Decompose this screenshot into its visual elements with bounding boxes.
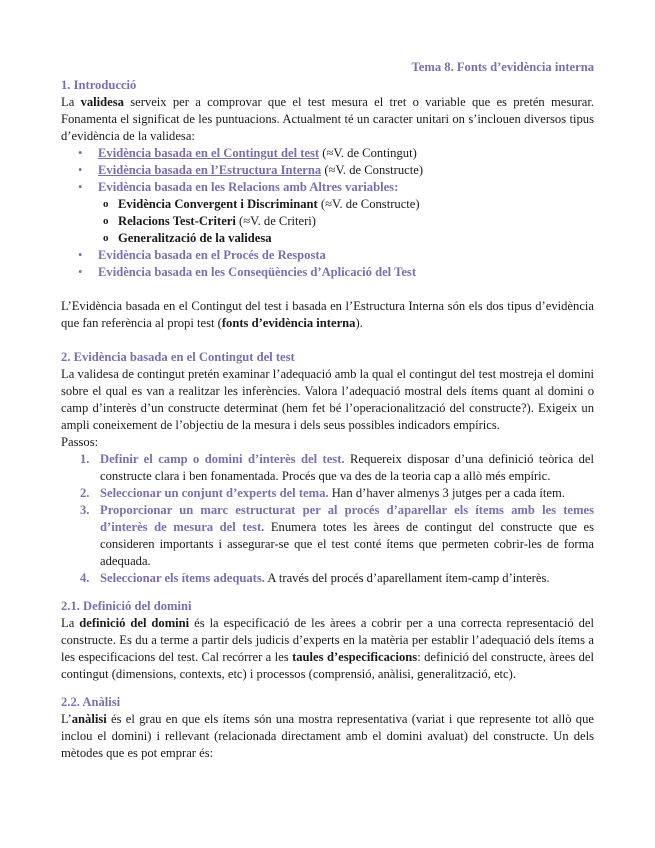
step-item: 1. Definir el camp o domini d’interès del test. Requereix disposar d’una definició teòrica del constructe clara i ben fonamentada. Procés que va des de la teoria cap a allò més empíric. (80, 452, 594, 483)
term-validesa: validesa (80, 95, 124, 109)
step-item: 2. Seleccionar un conjunt d’experts del tema. Han d’haver almenys 3 jutges per a cada ítem. (80, 486, 565, 500)
link-contingut[interactable]: Evidència basada en el Contingut del test (98, 146, 320, 160)
list-item: • Evidència basada en les Relacions amb Altres variables: o Evidència Convergent i Discriminant (≈V. de Constructe) o Relacions Test-Criteri (≈V. de Criteri) o Generalització de la validesa (98, 179, 594, 247)
document-header: Tema 8. Fonts d’evidència interna (411, 60, 594, 74)
section-heading-introduccio: 1. Introducció (61, 78, 137, 92)
internal-evidence-paragraph: L’Evidència basada en el Contingut del test i basada en l’Estructura Interna són els dos tipus d’evidència que fan referència al propi test (fonts d’evidència interna). (61, 299, 594, 330)
step-item: 4. Seleccionar els ítems adequats. A través del procés d’aparellament ítem-camp d’interès. (80, 571, 550, 585)
list-item: • Evidència basada en el Procés de Resposta (98, 247, 594, 264)
relations-sublist (98, 196, 594, 247)
list-item: • Evidència basada en el Contingut del test (≈V. de Contingut) (98, 145, 594, 162)
intro-paragraph: La validesa serveix per a comprovar que el test mesura el tret o variable que es pretén mesurar. Fonamenta el significat de les puntuacions. Actualment té un caracter unitari on s’inclouen diversos tipus d’evidència de la validesa: (61, 95, 594, 143)
analisi-paragraph: L’anàlisi és el grau en que els ítems són una mostra representativa (variat i que represente tot allò que inclou el domini) i rellevant (relacionada directament amb el domini avaluat) del constructe. Un dels mètodes que es pot emprar és: (61, 712, 594, 760)
sublist-item: o Generalització de la validesa (118, 230, 594, 247)
evidence-type-list (61, 145, 594, 281)
content-paragraph: La validesa de contingut pretén examinar l’adequació amb la qual el contingut del test mostreja el domini sobre el qual es van a realitzar les inferències. Valora l’adequació mostral dels ítems quant al domini o camp d’interès d’un constructe determinat (hem fet bé l’operacionalització del constructe?). Exigeix un ampli coneixement de l’objectiu de la mesura i dels seus possibles indicadors empírics. (61, 367, 594, 432)
list-item: • Evidència basada en les Conseqüències d’Aplicació del Test (98, 264, 594, 281)
sublist-item: o Evidència Convergent i Discriminant (≈V. de Constructe) (118, 196, 594, 213)
sublist-item: o Relacions Test-Criteri (≈V. de Criteri) (118, 213, 594, 230)
step-item: 3. Proporcionar un marc estructurat per al procés d’aparellar els ítems amb les temes d’interès de mesura del test. Enumera totes les àrees de contingut del constructe que es consideren importants i assegurar-se que el test conté ítems que permeten cobrir-les de forma adequada. (80, 503, 594, 568)
domini-paragraph: La definició del domini és la especificació de les àrees a cobrir per a una correcta representació del constructe. Es du a terme a partir dels judicis d’experts en la matèria per establir l’adequació dels ítems a les especificacions del test. Cal recórrer a les taules d’especificacions: definició del constructe, àrees del contingut (dimensions, contexts, etc) i processos (comprensió, anàlisi, generalització, etc). (61, 616, 595, 681)
section-heading-definicio-domini: 2.1. Definició del domini (61, 599, 192, 613)
steps-list (61, 451, 594, 587)
steps-label: Passos: (61, 435, 99, 449)
document-page (61, 59, 594, 762)
list-item: • Evidència basada en l’Estructura Interna (≈V. de Constructe) (98, 162, 594, 179)
link-estructura-interna[interactable]: Evidència basada en l’Estructura Interna (98, 163, 322, 177)
section-heading-analisi: 2.2. Anàlisi (61, 695, 121, 709)
section-heading-contingut: 2. Evidència basada en el Contingut del test (61, 350, 295, 364)
